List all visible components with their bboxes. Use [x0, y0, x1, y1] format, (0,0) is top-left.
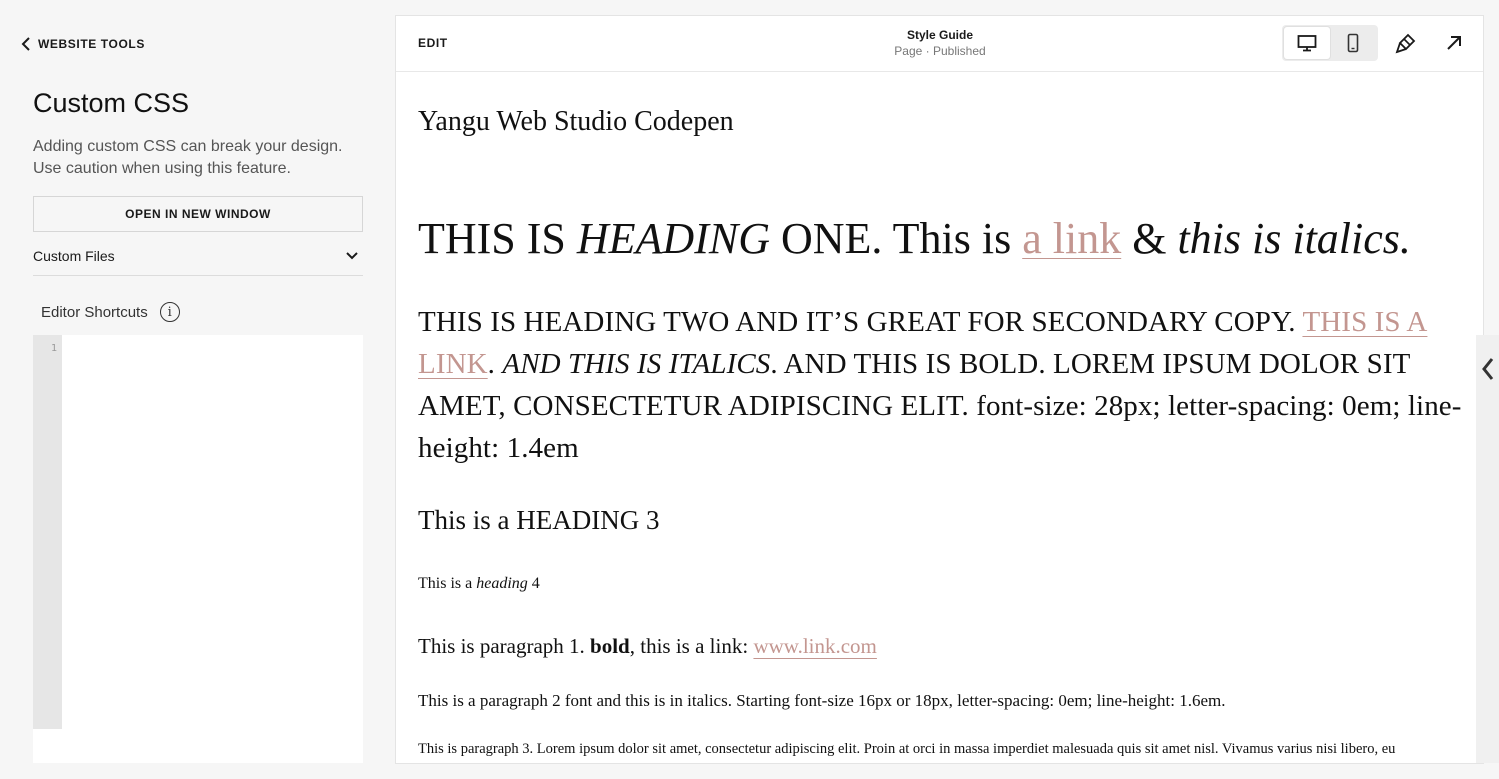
site-styles-button[interactable]	[1394, 31, 1418, 55]
open-window-label: OPEN IN NEW WINDOW	[125, 207, 271, 221]
page-info	[840, 28, 1040, 60]
h2-italic: AND THIS IS ITALICS	[502, 348, 771, 380]
panel-collapse-icon	[1481, 357, 1495, 381]
desktop-icon	[1297, 33, 1317, 53]
site-title[interactable]: Yangu Web Studio Codepen	[418, 106, 734, 137]
h2-text-2: .	[487, 348, 503, 380]
h1-italic-2: this is italics.	[1177, 214, 1411, 263]
back-to-website-tools-link[interactable]	[20, 34, 145, 54]
h4-text-2: 4	[527, 575, 540, 592]
custom-files-label: Custom Files	[33, 247, 115, 264]
p1-text-2: , this is a link:	[629, 634, 754, 658]
p1-link[interactable]: www.link.com	[753, 634, 877, 658]
h4-text-1: This is a	[418, 575, 477, 592]
h1-link[interactable]: a link	[1022, 214, 1122, 263]
preview-toolbar	[396, 16, 1483, 72]
info-icon[interactable]: i	[160, 302, 180, 322]
panel-description: Adding custom CSS can break your design. Use caution when using this feature.	[33, 138, 343, 177]
editor-shortcuts-label: Editor Shortcuts	[41, 303, 148, 321]
mobile-view-button[interactable]	[1330, 27, 1376, 59]
h1-text-2: ONE. This is	[770, 214, 1023, 263]
open-site-button[interactable]	[1442, 31, 1466, 55]
back-link-label: WEBSITE TOOLS	[38, 37, 145, 51]
device-toggle	[1282, 25, 1378, 61]
site-preview	[396, 16, 1483, 763]
panel-title: Custom CSS	[33, 88, 190, 118]
chevron-left-icon	[20, 37, 32, 51]
paragraph-two: This is a paragraph 2 font and this is in italics. Starting font-size 16px or 18px, letter-spacing: 0em; line-height: 1.6em.	[418, 691, 1226, 710]
h2-text-1: THIS IS HEADING TWO AND IT’S GREAT FOR SECONDARY COPY.	[418, 306, 1303, 338]
page-status: Page · Published	[894, 44, 986, 58]
editor-shortcuts	[41, 300, 180, 324]
external-arrow-icon	[1443, 32, 1465, 54]
h1-text-1: THIS IS	[418, 214, 577, 263]
mobile-icon	[1343, 33, 1363, 53]
heading-one	[418, 211, 1411, 267]
custom-css-panel	[0, 0, 396, 779]
h2-link[interactable]: THIS IS A LINK	[418, 306, 1428, 380]
heading-three: This is a HEADING 3	[418, 505, 660, 535]
paintbrush-icon	[1395, 32, 1417, 54]
paragraph-three: This is paragraph 3. Lorem ipsum dolor sit amet, consectetur adipiscing elit. Proin at orci in massa imperdiet malesuada quis sit amet nisl. Vivamus varius nisi libero, eu	[418, 741, 1396, 757]
line-number: 1	[50, 343, 57, 354]
h1-italic-1: HEADING	[576, 214, 770, 263]
desktop-view-button[interactable]	[1284, 27, 1330, 59]
heading-two	[418, 301, 1463, 469]
heading-four	[418, 573, 540, 595]
panel-collapse-handle[interactable]	[1476, 335, 1499, 763]
p1-bold: bold	[590, 634, 630, 658]
p1-text-1: This is paragraph 1.	[418, 634, 591, 658]
h4-italic: heading	[476, 575, 528, 592]
editor-gutter	[33, 335, 62, 729]
page-name: Style Guide	[906, 28, 974, 42]
open-in-new-window-button[interactable]	[33, 196, 363, 232]
edit-button[interactable]: EDIT	[418, 36, 448, 50]
paragraph-one	[418, 631, 877, 661]
chevron-down-icon	[345, 251, 359, 261]
css-code-editor[interactable]	[33, 335, 363, 763]
h2-text-3: . AND THIS IS BOLD. LOREM IPSUM DOLOR SIT AMET, CONSECTETUR ADIPISCING ELIT. font-size: 28px; letter-spacing: 0em; line-height: 1.4em	[418, 348, 1462, 464]
h1-text-3: &	[1121, 214, 1178, 263]
custom-files-dropdown[interactable]	[33, 236, 363, 276]
